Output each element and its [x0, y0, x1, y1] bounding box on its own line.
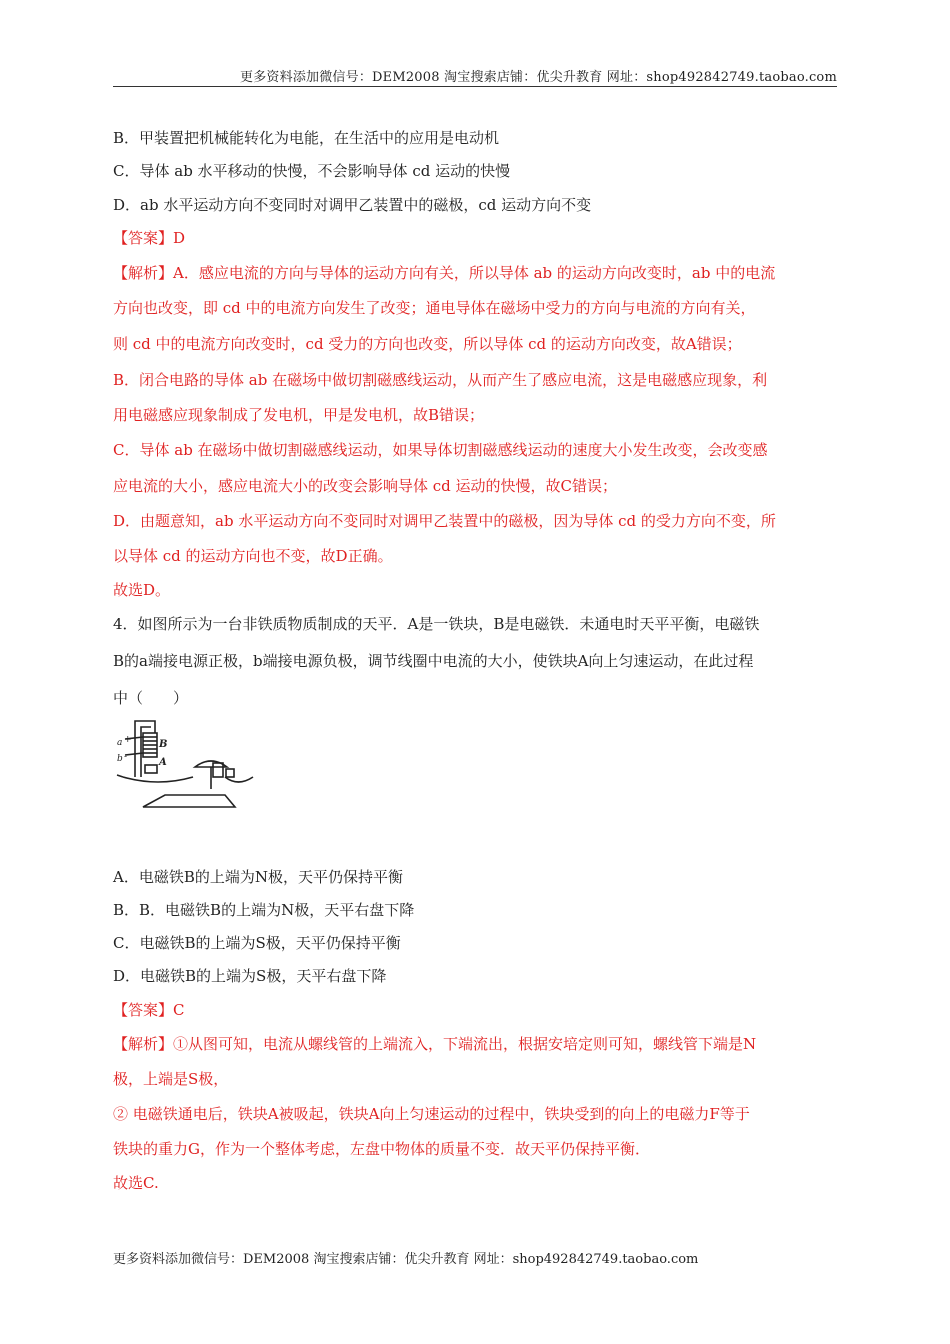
q4-answer: 【答案】C — [113, 1001, 185, 1019]
q4-conclusion: 故选C. — [113, 1174, 159, 1192]
q3-option-d: D．ab 水平运动方向不变同时对调甲乙装置中的磁极，cd 运动方向不变 — [113, 196, 592, 214]
figure-label-coil: B — [159, 739, 168, 750]
q3-analysis-line: 以导体 cd 的运动方向也不变，故D正确。 — [113, 547, 393, 565]
q3-analysis-line: 则 cd 中的电流方向改变时，cd 受力的方向也改变，所以导体 cd 的运动方向改变，故A错误； — [113, 335, 742, 353]
page-footer: 更多资料添加微信号：DEM2008 淘宝搜索店铺：优尖升教育 网址：shop492842749.taobao.com — [113, 1252, 699, 1267]
q3-option-b: B．甲装置把机械能转化为电能，在生活中的应用是电动机 — [113, 129, 500, 147]
figure-label-plus: + — [124, 735, 132, 745]
q4-stem-line: 4．如图所示为一台非铁质物质制成的天平．A是一铁块，B是电磁铁．未通电时天平平衡，电磁铁 — [113, 615, 760, 633]
q3-conclusion: 故选D。 — [113, 581, 171, 599]
q4-option-d: D．电磁铁B的上端为S极，天平右盘下降 — [113, 967, 387, 985]
q4-analysis-line: 铁块的重力G，作为一个整体考虑，左盘中物体的质量不变．故天平仍保持平衡． — [113, 1140, 650, 1158]
q3-answer: 【答案】D — [113, 229, 186, 247]
q4-option-b: B．B．电磁铁B的上端为N极，天平右盘下降 — [113, 901, 415, 919]
q3-analysis-line: D．由题意知，ab 水平运动方向不变同时对调甲乙装置中的磁极，因为导体 cd 的受力方向不变，所 — [113, 512, 776, 530]
q3-analysis-line: 用电磁感应现象制成了发电机，甲是发电机，故B错误； — [113, 406, 485, 424]
figure-label-a: a — [117, 738, 123, 748]
figure-label-minus: - — [124, 752, 128, 762]
q4-option-a: A．电磁铁B的上端为N极，天平仍保持平衡 — [113, 868, 403, 886]
q3-analysis-line: B．闭合电路的导体 ab 在磁场中做切割磁感线运动，从而产生了感应电流，这是电磁感应现象，利 — [113, 371, 768, 389]
page-header: 更多资料添加微信号：DEM2008 淘宝搜索店铺：优尖升教育 网址：shop492842749.taobao.com — [240, 70, 837, 85]
q3-analysis-line: 应电流的大小，感应电流大小的改变会影响导体 cd 运动的快慢，故C错误； — [113, 477, 618, 495]
q4-analysis-line: 极，上端是S极， — [113, 1070, 229, 1088]
q4-analysis-line: 【解析】①从图可知，电流从螺线管的上端流入，下端流出，根据安培定则可知，螺线管下端是N — [113, 1035, 757, 1053]
q4-option-c: C．电磁铁B的上端为S极，天平仍保持平衡 — [113, 934, 401, 952]
q3-analysis-line: C．导体 ab 在磁场中做切割磁感线运动，如果导体切割磁感线运动的速度大小发生改变，会改变感 — [113, 441, 768, 459]
header-divider — [113, 86, 837, 87]
figure-label-b: b — [117, 754, 123, 764]
balance-electromagnet-figure — [113, 715, 255, 810]
figure-label-block: A — [159, 757, 167, 768]
q4-stem-line: 中（ ） — [113, 689, 189, 707]
q3-analysis-line: 【解析】A．感应电流的方向与导体的运动方向有关，所以导体 ab 的运动方向改变时，ab 中的电流 — [113, 264, 776, 282]
q3-analysis-line: 方向也改变，即 cd 中的电流方向发生了改变；通电导体在磁场中受力的方向与电流的方向有关， — [113, 299, 756, 317]
q4-stem-line: B的a端接电源正极，b端接电源负极，调节线圈中电流的大小，使铁块A向上匀速运动，在此过程 — [113, 652, 754, 670]
q4-analysis-line: ② 电磁铁通电后，铁块A被吸起，铁块A向上匀速运动的过程中，铁块受到的向上的电磁力F等于 — [113, 1105, 750, 1123]
q3-option-c: C．导体 ab 水平移动的快慢，不会影响导体 cd 运动的快慢 — [113, 162, 511, 180]
